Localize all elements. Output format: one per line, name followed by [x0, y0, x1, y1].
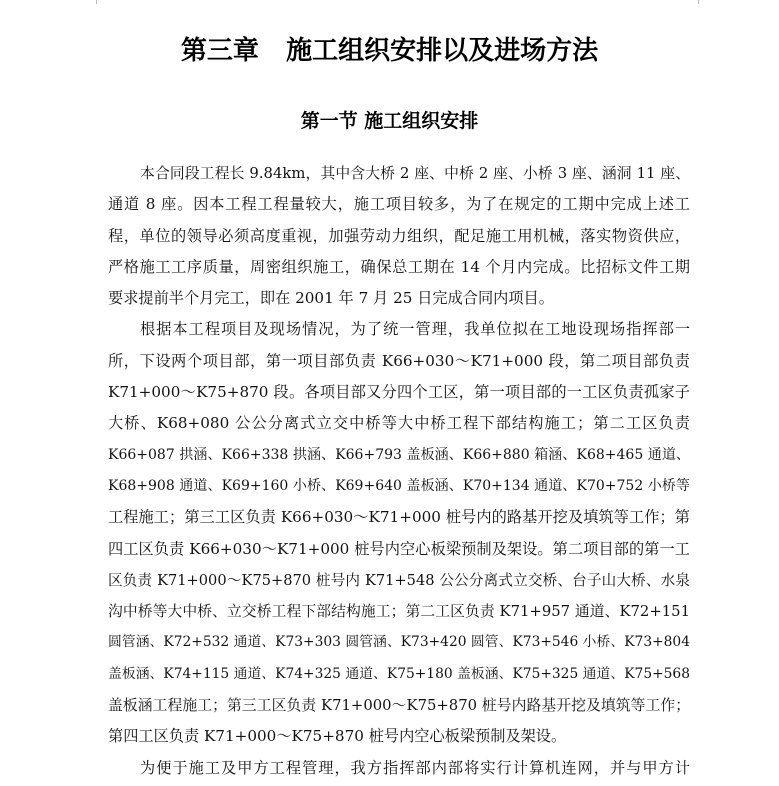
text-line: 第四工区负责 K71+000～K75+870 桩号内空心板梁预制及架设。: [108, 727, 567, 746]
text-line: K71+000～K75+870 段。各项目部又分四个工区，第一项目部的一工区负责孤家子: [108, 383, 690, 402]
text-line: 本合同段工程长 9.84km，其中含大桥 2 座、中桥 2 座、小桥 3 座、涵洞 11 座、: [140, 165, 690, 182]
text-line: K68+908 通道、K69+160 小桥、K69+640 盖板涵、K70+134 通道、K70+752 小桥等: [108, 477, 690, 494]
body-text: [108, 158, 690, 784]
text-line: 区负责 K71+000～K75+870 桩号内 K71+548 公公分离式立交桥、台子山大桥、水泉: [108, 571, 690, 589]
page-corner-mark-left: [86, 0, 97, 4]
page-corner-mark-right: [698, 0, 709, 4]
text-line: K66+087 拱涵、K66+338 拱涵、K66+793 盖板涵、K66+880 箱涵、K68+465 通道、: [108, 446, 690, 463]
text-line: 盖板涵工程施工；第三工区负责 K71+000～K75+870 桩号内路基开挖及填筑等工作；: [108, 697, 690, 715]
text-line: 工程施工；第三工区负责 K66+030～K71+000 桩号内的路基开挖及填筑等工作；第: [108, 508, 690, 527]
text-line: 圆管涵、K72+532 通道、K73+303 圆管涵、K73+420 圆管、K73+546 小桥、K73+804: [108, 634, 690, 651]
text-line: 程，单位的领导必须高度重视，加强劳动力组织，配足施工用机械，落实物资供应，: [108, 226, 690, 245]
text-line: 盖板涵、K74+115 通道、K74+325 通道、K75+180 盖板涵、K75+325 通道、K75+568: [108, 665, 690, 682]
text-line: 所，下设两个项目部，第一项目部负责 K66+030～K71+000 段，第二项目部负责: [108, 351, 690, 370]
section-title: 第一节 施工组织安排: [300, 110, 479, 132]
text-line: 大桥、K68+080 公公分离式立交中桥等大中桥工程下部结构施工；第二工区负责: [108, 414, 690, 433]
text-line: 根据本工程项目及现场情况，为了统一管理，我单位拟在工地设现场指挥部一: [140, 320, 690, 339]
chapter-title: 第三章 施工组织安排以及进场方法: [180, 36, 599, 66]
text-line: 严格施工工序质量，周密组织施工，确保总工期在 14 个月内完成。比招标文件工期: [108, 257, 690, 276]
text-line: 沟中桥等大中桥、立交桥工程下部结构施工；第二工区负责 K71+957 通道、K72+151: [108, 603, 690, 621]
text-line: 为便于施工及甲方工程管理，我方指挥部内部将实行计算机连网，并与甲方计: [140, 758, 690, 777]
text-line: 要求提前半个月完工，即在 2001 年 7 月 25 日完成合同内项目。: [108, 289, 554, 308]
text-line: 通道 8 座。因本工程工程量较大，施工项目较多，为了在规定的工期中完成上述工: [108, 195, 690, 214]
text-line: 四工区负责 K66+030～K71+000 桩号内空心板梁预制及架设。第二项目部的第一工: [108, 539, 690, 558]
